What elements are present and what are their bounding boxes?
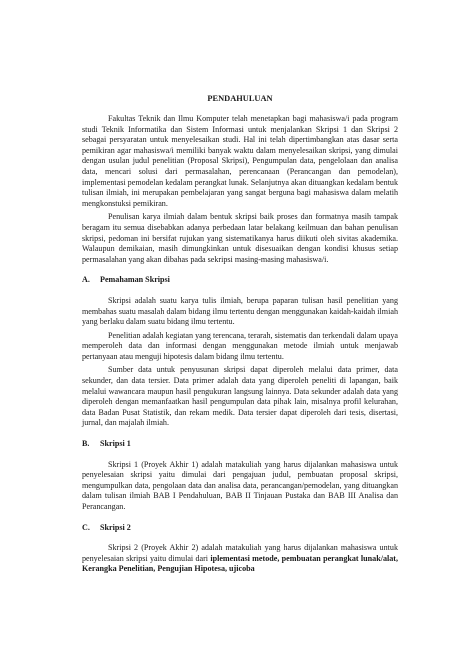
section-c-title: Skripsi 2	[100, 522, 131, 532]
section-b-heading	[82, 439, 398, 450]
section-a-paragraph-3: Sumber data untuk penyusunan skripsi dapat diperoleh melalui data primer, data sekunder, dan data tersier. Data primer adalah data yang diperoleh peneliti di lapangan, baik melalui wawancara maupun hasil pengukuran langsung lainnya. Data sekunder adalah data yang diperoleh dengan memanfaatkan hasil pengumpulan data pihak lain, misalnya profil kelurahan, data Badan Pusat Statistik, dan rekam medik. Data tersier dapat diperoleh dari tesis, disertasi, jurnal, dan majalah ilmiah.	[82, 365, 398, 428]
section-c-heading	[82, 523, 398, 534]
section-a-heading	[82, 275, 398, 286]
section-c-paragraph-bold-text: iplementasi metode, pembuatan perangkat lunak/alat, Kerangka Penelitian, Pengujian Hipotesa, ujicoba	[82, 553, 399, 574]
intro-paragraph-2: Penulisan karya ilmiah dalam bentuk skripsi baik proses dan formatnya masih tampak beragam itu semua disebabkan adanya perbedaan latar belakang keilmuan dan bahan penulisan skripsi, pedoman ini bersifat rujukan yang sistematikanya harus diikuti oleh sivitas akademika. Walaupun demikaian, masih dimungkinkan untuk disesuaikan dengan kondisi khusus setiap permasalahan yang akan dibahas pada sekripsi masing-masing mahasiswa/i.	[82, 212, 398, 264]
page-title: PENDAHULUAN	[207, 94, 273, 103]
intro-paragraph-1: Fakultas Teknik dan Ilmu Komputer telah menetapkan bagi mahasiswa/i pada program studi Teknik Informatika dan Sistem Informasi untuk menjalankan Skripsi 1 dan Skripsi 2 sebagai persyaratan untuk menyelesaikan studi. Hal ini telah dipertimbangkan atas dasar serta pemikiran agar mahasiswa/i memiliki banyak waktu dalam menyelesaikan skripsi, yang dimulai dengan usulan judul penelitian (Proposal Skripsi), Pengumpulan data, pengelolaan dan analisa data, mencari solusi dari permasalahan, perencanaan (Perancangan dan pemodelan), implementasi pemodelan kedalam perangkat lunak. Selanjutnya akan dituangkan kedalam bentuk tulisan ilmiah, ini merupakan pembelajaran yang sangat berguna bagi mahasiswa dalam melatih mengkonstuksi pemikiran.	[82, 114, 398, 208]
document-body	[82, 93, 398, 578]
section-b-number: B.	[82, 439, 90, 449]
section-a-title: Pemahaman Skripsi	[100, 275, 170, 285]
section-a-paragraph-1: Skripsi adalah suatu karya tulis ilmiah, berupa paparan tulisan hasil penelitian yang membahas suatu masalah dalam bidang ilmu tertentu dengan menggunakan kaidah-kaidah ilmiah yang berlaku dalam suatu bidang ilmu tertentu.	[82, 295, 398, 327]
section-b-paragraph-1: Skripsi 1 (Proyek Akhir 1) adalah matakuliah yang harus dijalankan mahasiswa untuk penyelesaian skripsi yaitu dimulai dari pengajuan judul, pembuatan proposal skripsi, mengumpulkan data, pengolaan data dan analisa data, perancangan/pemodelan, yang dituangkan dalam tulisan ilmiah BAB I Pendahuluan, BAB II Tinjauan Pustaka dan BAB III Analisa dan Perancangan.	[82, 459, 398, 511]
section-c-paragraph-1	[82, 543, 398, 575]
section-b-title: Skripsi 1	[100, 439, 131, 449]
section-c-number: C.	[82, 522, 90, 532]
section-c-paragraph-text: Skripsi 2 (Proyek Akhir 2) adalah matakuliah yang harus dijalankan mahasiswa untuk penyelesaian skripsi yaitu dimulai dari	[82, 543, 398, 563]
section-a-paragraph-2: Penelitian adalah kegiatan yang terencana, terarah, sistematis dan terkendali dalam upaya memperoleh data dan informasi dengan menggunakan metode ilmiah untuk menjawab pertanyaan atau menguji hipotesis dalam bidang ilmu tertentu.	[82, 330, 398, 361]
section-a-number: A.	[82, 275, 90, 285]
